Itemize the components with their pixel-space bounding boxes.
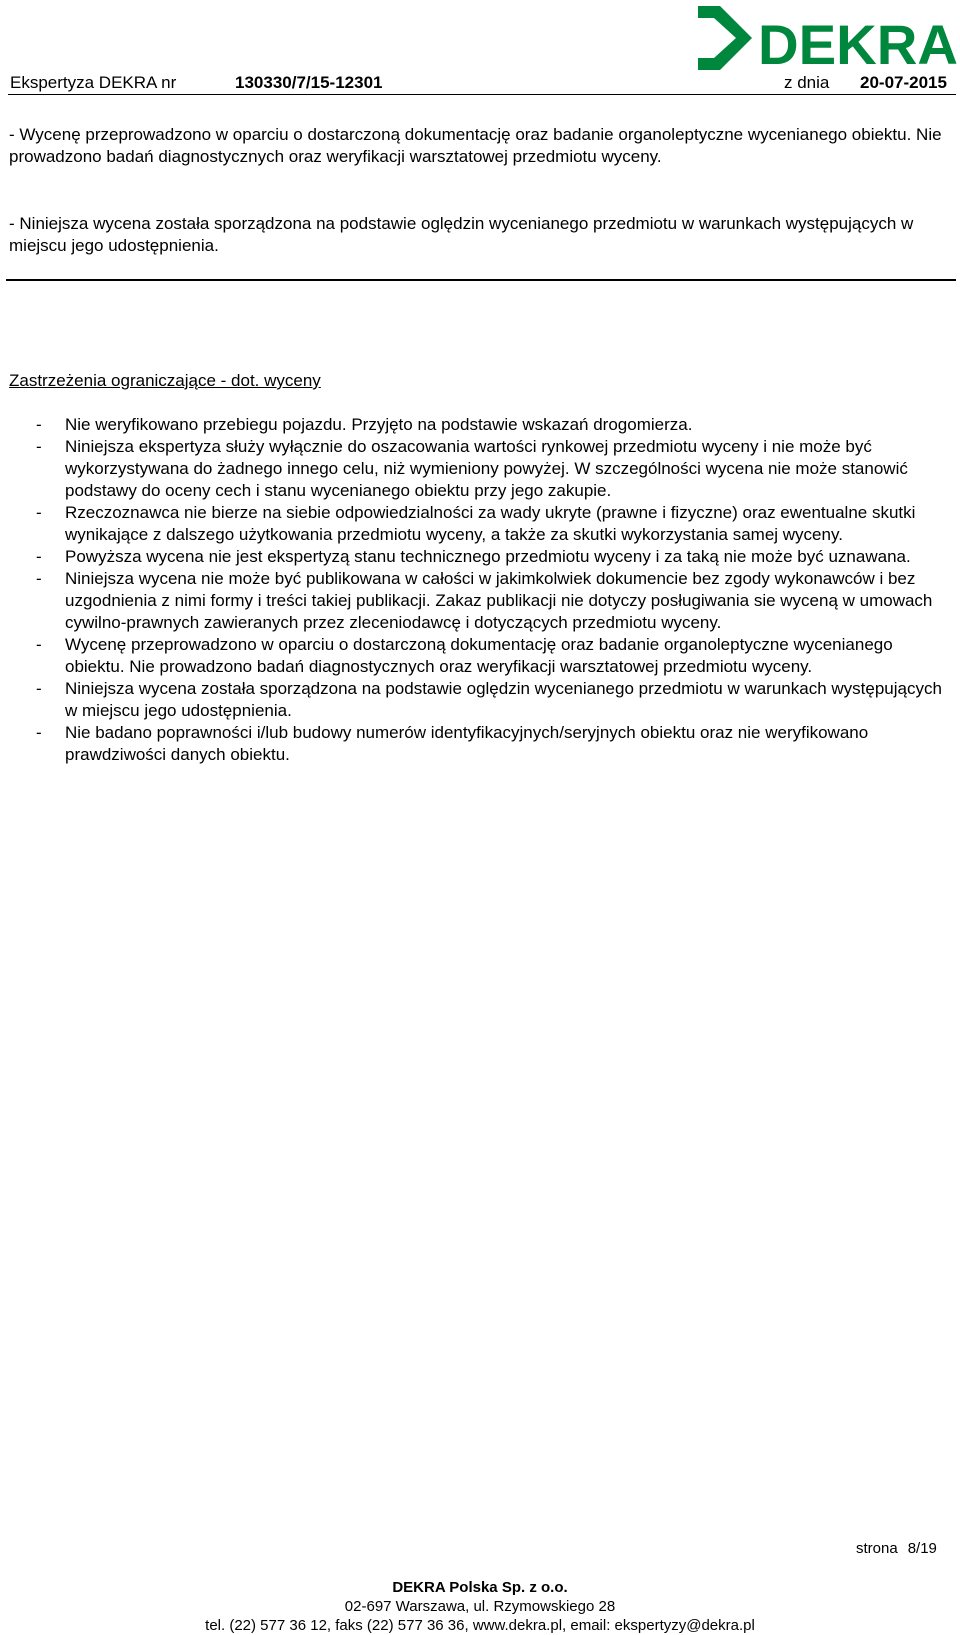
limitations-list bbox=[9, 414, 954, 766]
list-item: - Rzeczoznawca nie bierze na siebie odpowiedzialności za wady ukryte (prawne i fizyczne) oraz ewentualne skutki wynikające z dalszego użytkowania przedmiotu wyceny, a także za skutki wykorzystania samej wyceny. bbox=[36, 503, 916, 544]
list-item-text: Niniejsza wycena została sporządzona na podstawie oględzin wycenianego przedmiotu w warunkach występujących w miejscu jego udostępnienia. bbox=[65, 679, 942, 720]
list-item-text: Nie badano poprawności i/lub budowy numerów identyfikacyjnych/seryjnych obiektu oraz nie weryfikowano prawdziwości danych obiektu. bbox=[65, 723, 869, 764]
footer-address: 02-697 Warszawa, ul. Rzymowskiego 28 bbox=[344, 1598, 616, 1615]
list-item: - Niniejsza ekspertyza służy wyłącznie do oszacowania wartości rynkowej przedmiotu wyceny i nie może być wykorzystywana do żadnego innego celu, niż wymieniony powyżej. W szczególności wycena nie może stanowić podstawy do oceny cech i stanu wycenianego obiektu przy jego zakupie. bbox=[36, 437, 908, 500]
page-number-value: 8/19 bbox=[907, 1540, 937, 1557]
footer-company: DEKRA Polska Sp. z o.o. bbox=[392, 1579, 568, 1596]
paragraph-inspection-conditions: - Niniejsza wycena została sporządzona na podstawie oględzin wycenianego przedmiotu w warunkach występujących w miejscu jego udostępnienia. bbox=[9, 214, 914, 255]
list-item: - Nie badano poprawności i/lub budowy numerów identyfikacyjnych/seryjnych obiektu oraz nie weryfikowano prawdziwości danych obiektu. bbox=[36, 723, 869, 764]
dekra-logo-mark bbox=[698, 6, 752, 70]
list-item-text: Niniejsza ekspertyza służy wyłącznie do oszacowania wartości rynkowej przedmiotu wyceny i nie może być wykorzystywana do żadnego innego celu, niż wymieniony powyżej. W szczególności wycena nie może stanowić podstawy do oceny cech i stanu wycenianego obiektu przy jego zakupie. bbox=[65, 437, 908, 500]
dekra-logo-text: DEKRA bbox=[758, 13, 958, 76]
list-item-text: Niniejsza wycena nie może być publikowana w całości w jakimkolwiek dokumencie bez zgody wykonawców i bez uzgodnienia z nimi formy i treści takiej publikacji. Zakaz publikacji nie dotyczy posługiwania sie wyceną w umowach cywilno-prawnych zawieranych przez zleceniodawcę i dotyczących przedmiotu wyceny. bbox=[65, 569, 933, 632]
dekra-logo bbox=[696, 6, 960, 80]
page-number bbox=[856, 1540, 937, 1557]
section-title: Zastrzeżenia ograniczające - dot. wyceny bbox=[9, 371, 321, 390]
list-item: - Wycenę przeprowadzono w oparciu o dostarczoną dokumentację oraz badanie organoleptyczne wycenianego obiektu. Nie prowadzono badań diagnostycznych oraz weryfikacji warsztatowej przedmiotu wyceny. bbox=[36, 635, 893, 676]
paragraph-inspection-basis: - Wycenę przeprowadzono w oparciu o dostarczoną dokumentację oraz badanie organoleptyczne wycenianego obiektu. Nie prowadzono badań diagnostycznych oraz weryfikacji warsztatowej przedmiotu wyceny. bbox=[9, 125, 942, 166]
list-item: - Powyższa wycena nie jest ekspertyzą stanu technicznego przedmiotu wyceny i za taką nie może być uznawana. bbox=[36, 547, 911, 566]
document-footer bbox=[0, 1578, 960, 1635]
list-item: - Niniejsza wycena została sporządzona na podstawie oględzin wycenianego przedmiotu w warunkach występujących w miejscu jego udostępnienia. bbox=[36, 679, 942, 720]
header-divider bbox=[8, 94, 956, 95]
list-item-text: Nie weryfikowano przebiegu pojazdu. Przyjęto na podstawie wskazań drogomierza. bbox=[65, 415, 693, 434]
list-item-text: Wycenę przeprowadzono w oparciu o dostarczoną dokumentację oraz badanie organoleptyczne wycenianego obiektu. Nie prowadzono badań diagnostycznych oraz weryfikacji warsztatowej przedmiotu wyceny. bbox=[65, 635, 893, 676]
list-item-text: Powyższa wycena nie jest ekspertyzą stanu technicznego przedmiotu wyceny i za taką nie może być uznawana. bbox=[65, 547, 911, 566]
expertise-number: 130330/7/15-12301 bbox=[235, 73, 383, 92]
list-item: - Nie weryfikowano przebiegu pojazdu. Przyjęto na podstawie wskazań drogomierza. bbox=[36, 415, 693, 434]
date-label: z dnia bbox=[784, 73, 830, 92]
list-item-text: Rzeczoznawca nie bierze na siebie odpowiedzialności za wady ukryte (prawne i fizyczne) oraz ewentualne skutki wynikające z dalszego użytkowania przedmiotu wyceny, a także za skutki wykorzystania samej wyceny. bbox=[65, 503, 916, 544]
list-item: - Niniejsza wycena nie może być publikowana w całości w jakimkolwiek dokumencie bez zgody wykonawców i bez uzgodnienia z nimi formy i treści takiej publikacji. Zakaz publikacji nie dotyczy posługiwania sie wyceną w umowach cywilno-prawnych zawieranych przez zleceniodawcę i dotyczących przedmiotu wyceny. bbox=[36, 569, 933, 632]
page-number-label: strona bbox=[856, 1540, 898, 1557]
document-header bbox=[10, 73, 954, 95]
section-divider bbox=[6, 279, 956, 281]
expertise-date: 20-07-2015 bbox=[860, 73, 947, 92]
footer-contact: tel. (22) 577 36 12, faks (22) 577 36 36, www.dekra.pl, email: ekspertyzy@dekra.pl bbox=[205, 1617, 755, 1634]
expertise-label: Ekspertyza DEKRA nr bbox=[10, 73, 177, 92]
